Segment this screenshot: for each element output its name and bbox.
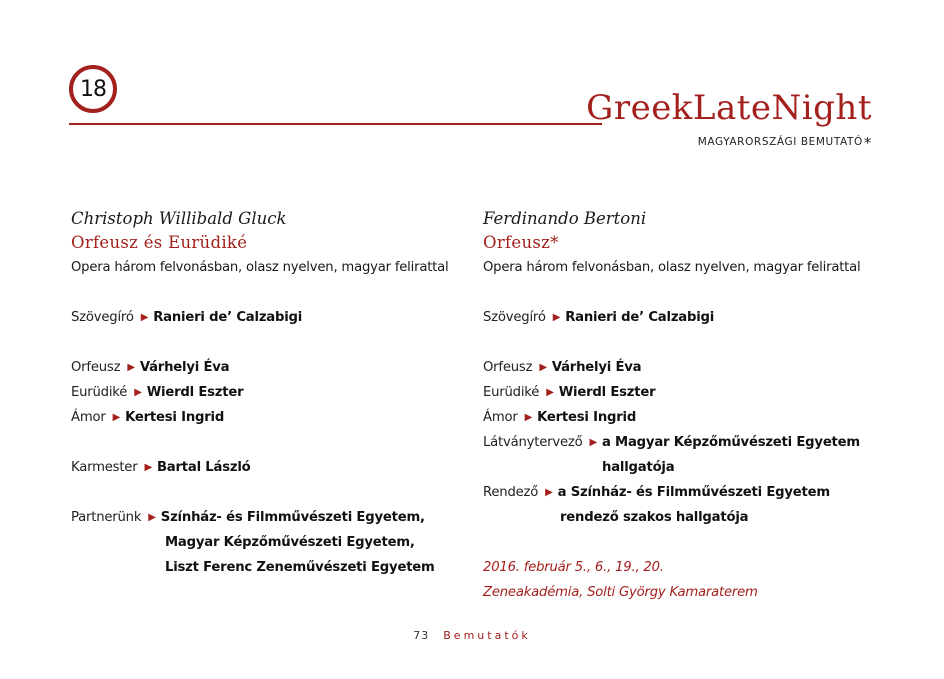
cast-role: Orfeusz — [483, 360, 533, 375]
page-footer — [0, 629, 944, 642]
cast-row — [71, 355, 461, 380]
credit-partner — [71, 505, 461, 530]
cast-role: Ámor — [483, 410, 518, 425]
cast-role: Orfeusz — [71, 360, 121, 375]
credit-name: Bartal László — [156, 460, 251, 475]
performance-dates: 2016. február 5., 6., 19., 20. — [483, 560, 664, 575]
credit-director — [483, 480, 883, 505]
credit-name: a Színház- és Filmművészeti Egyetem — [557, 485, 830, 500]
credit-librettist — [71, 305, 461, 330]
triangle-right-icon: ▶ — [545, 487, 553, 498]
credit-name: rendező szakos hallgatója — [560, 510, 749, 525]
cast-role: Ámor — [71, 410, 106, 425]
program-number-badge: 18 — [69, 65, 117, 113]
credit-role: Látványtervező — [483, 435, 583, 450]
performance-venue: Zeneakadémia, Solti György Kamaraterem — [483, 585, 758, 600]
left-column — [71, 207, 461, 580]
cast-name: Várhelyi Éva — [551, 360, 642, 375]
partner-line: Liszt Ferenc Zeneművészeti Egyetem — [165, 560, 435, 575]
cast-role: Eurüdiké — [483, 385, 540, 400]
credit-role: Karmester — [71, 460, 138, 475]
work-title: Orfeusz és Eurüdiké — [71, 233, 248, 252]
triangle-right-icon: ▶ — [539, 362, 547, 373]
work-description: Opera három felvonásban, olasz nyelven, magyar felirattal — [71, 260, 449, 275]
credit-role: Partnerünk — [71, 510, 142, 525]
right-column — [483, 207, 883, 605]
series-subtitle-text: MAGYARORSZÁGI BEMUTATÓ — [697, 136, 863, 148]
credit-role: Rendező — [483, 485, 539, 500]
cast-row — [71, 405, 461, 430]
director-continuation — [483, 505, 883, 530]
partner-line: Színház- és Filmművészeti Egyetem, — [160, 510, 425, 525]
credit-role: Szövegíró — [71, 310, 134, 325]
triangle-right-icon: ▶ — [589, 437, 597, 448]
credit-name: Ranieri de’ Calzabigi — [565, 310, 715, 325]
designer-continuation — [483, 455, 883, 480]
cast-role: Eurüdiké — [71, 385, 128, 400]
cast-name: Kertesi Ingrid — [125, 410, 225, 425]
triangle-right-icon: ▶ — [127, 362, 135, 373]
subtitle-asterisk: * — [863, 134, 872, 152]
credit-designer — [483, 430, 883, 455]
cast-name: Várhelyi Éva — [139, 360, 230, 375]
composer-name: Ferdinando Bertoni — [483, 209, 647, 228]
page-number: 73 — [413, 629, 430, 642]
partner-continuation — [71, 555, 461, 580]
work-title: Orfeusz* — [483, 233, 559, 252]
triangle-right-icon: ▶ — [140, 312, 149, 323]
partner-line: Magyar Képzőművészeti Egyetem, — [165, 535, 415, 550]
composer-name: Christoph Willibald Gluck — [71, 209, 287, 228]
cast-name: Wierdl Eszter — [146, 385, 244, 400]
cast-row — [483, 405, 883, 430]
header-rule — [69, 123, 602, 125]
cast-row — [483, 380, 883, 405]
cast-row — [71, 380, 461, 405]
partner-continuation — [71, 530, 461, 555]
cast-name: Kertesi Ingrid — [537, 410, 637, 425]
triangle-right-icon: ▶ — [546, 387, 554, 398]
credit-name: Ranieri de’ Calzabigi — [153, 310, 303, 325]
series-subtitle — [698, 134, 872, 152]
triangle-right-icon: ▶ — [144, 462, 152, 473]
cast-row — [483, 355, 883, 380]
credit-conductor — [71, 455, 461, 480]
series-title: GreekLateNight — [586, 88, 872, 128]
work-description: Opera három felvonásban, olasz nyelven, magyar felirattal — [483, 260, 861, 275]
section-name: Bemutatók — [443, 629, 531, 642]
triangle-right-icon: ▶ — [134, 387, 142, 398]
triangle-right-icon: ▶ — [552, 312, 561, 323]
triangle-right-icon: ▶ — [524, 412, 533, 423]
credit-librettist — [483, 305, 883, 330]
cast-name: Wierdl Eszter — [558, 385, 656, 400]
triangle-right-icon: ▶ — [112, 412, 121, 423]
credit-name: hallgatója — [602, 460, 675, 475]
credit-name: a Magyar Képzőművészeti Egyetem — [601, 435, 860, 450]
credit-role: Szövegíró — [483, 310, 546, 325]
triangle-right-icon: ▶ — [148, 512, 156, 523]
